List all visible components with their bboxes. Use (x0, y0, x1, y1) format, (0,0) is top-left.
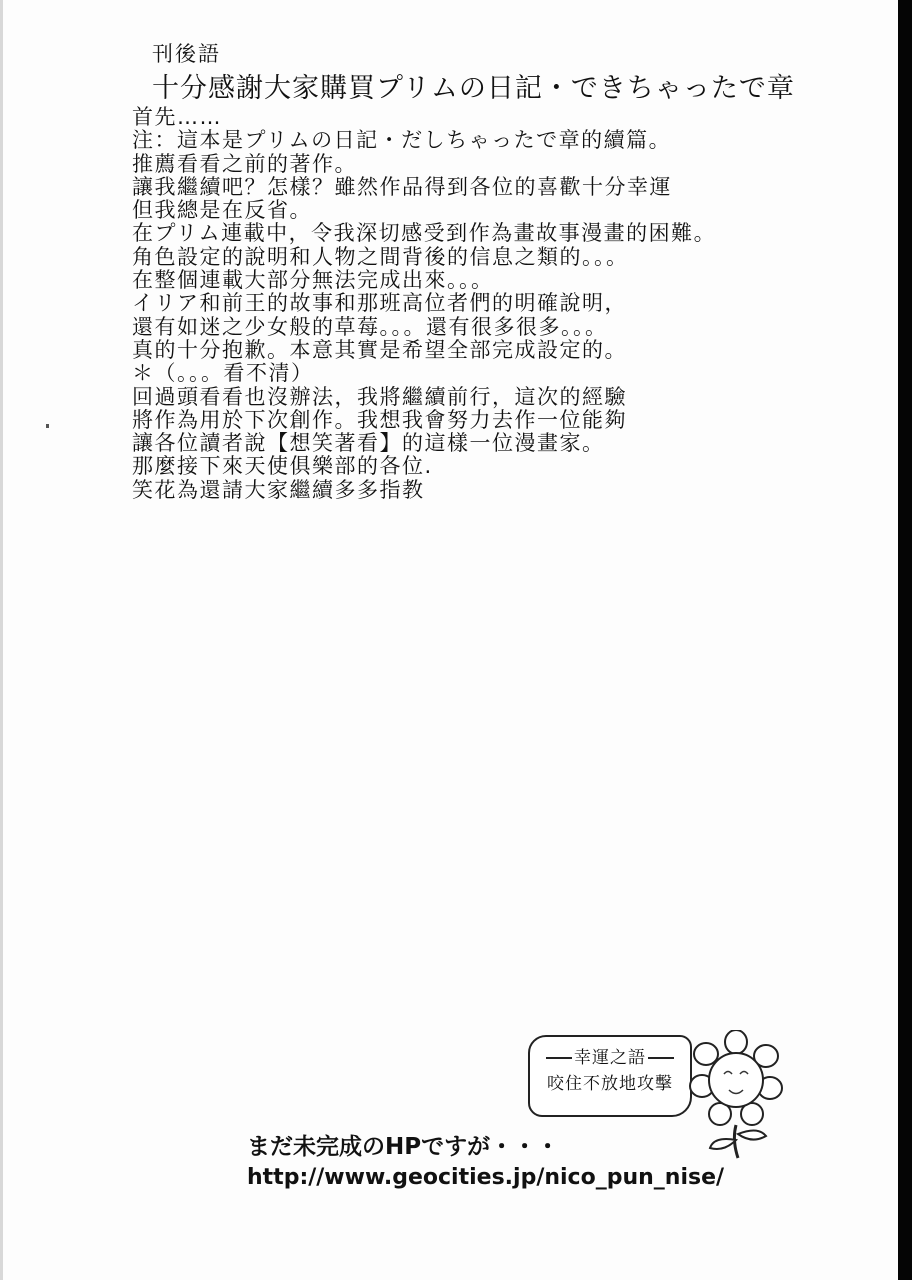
homepage-note: まだ未完成のHPですが・・・ (247, 1134, 560, 1160)
body-line: 但我總是在反省。 (132, 198, 312, 223)
body-line: イリア和前王的故事和那班高位者們的明確說明， (132, 291, 627, 316)
body-line: 在プリム連載中，令我深切感受到作為畫故事漫畫的困難。 (132, 221, 717, 246)
lucky-words-text: 咬住不放地攻擊 (547, 1074, 673, 1094)
body-line: 注：這本是プリムの日記・だしちゃったで章的續篇。 (132, 128, 672, 153)
page-left-edge (0, 0, 3, 1280)
lucky-words-bubble (528, 1035, 692, 1117)
body-line: 讓我繼續吧？怎樣？雖然作品得到各位的喜歡十分幸運 (132, 174, 672, 199)
body-line: 那麼接下來天使俱樂部的各位. (132, 454, 433, 479)
body-line: 角色設定的說明和人物之間背後的信息之類的。。。 (132, 244, 629, 269)
afterword-label: 刊後語 (152, 42, 221, 66)
body-line: 讓各位讀者說【想笑著看】的這樣一位漫畫家。 (132, 431, 605, 456)
page-right-border (898, 0, 912, 1280)
homepage-url: http://www.geocities.jp/nico_pun_nise/ (247, 1165, 725, 1190)
body-line: 還有如迷之少女般的草莓。。。還有很多很多。。。 (132, 314, 608, 339)
body-line: 真的十分抱歉。本意其實是希望全部完成設定的。 (132, 337, 627, 362)
body-line: 推薦看看之前的著作。 (132, 151, 357, 176)
body-line: 回過頭看看也沒辦法，我將繼續前行，這次的經驗 (132, 384, 627, 409)
afterword-body (132, 106, 812, 502)
afterword-title: 十分感謝大家購買プリムの日記・できちゃったで章 (152, 73, 795, 104)
body-line: ＊（。。。看不清） (132, 361, 314, 386)
scan-speck (46, 424, 49, 428)
body-line: 在整個連載大部分無法完成出來。。。 (132, 268, 494, 293)
body-line: 首先…… (132, 105, 222, 129)
body-line: 笑花為還請大家繼續多多指教 (132, 477, 425, 502)
lucky-words-title: 幸運之語 (530, 1043, 690, 1068)
body-line: 將作為用於下次創作。我想我會努力去作一位能夠 (132, 407, 627, 432)
flower-mascot-icon (686, 1030, 786, 1160)
